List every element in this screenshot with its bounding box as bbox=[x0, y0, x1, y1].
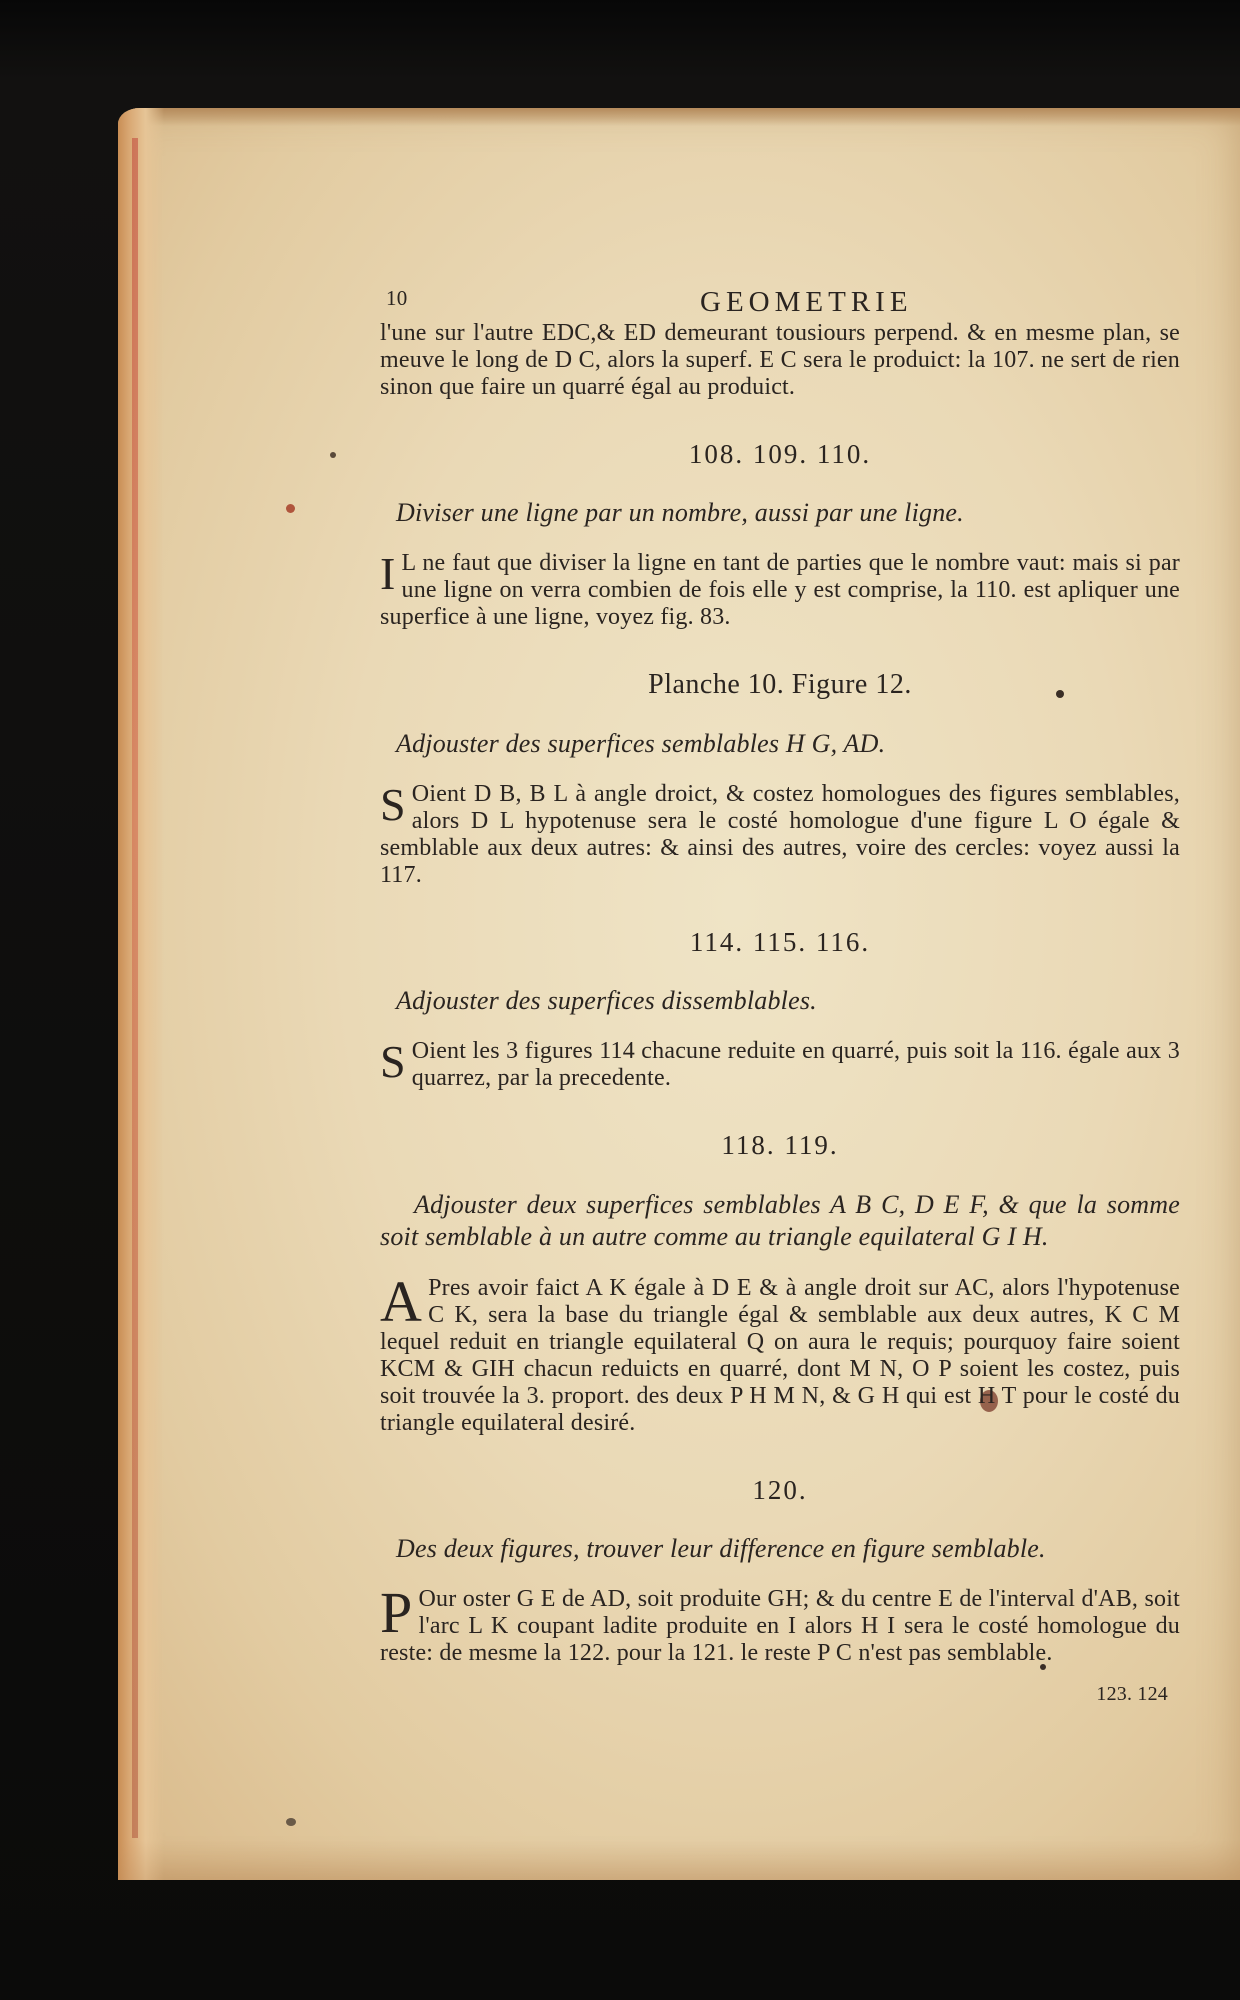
ink-speck bbox=[286, 1818, 296, 1826]
page-red-edge bbox=[132, 138, 138, 1838]
page-gutter-edge bbox=[118, 108, 164, 1880]
paragraph-text: Pres avoir faict A K égale à D E & à angle droit sur AC, alors l'hypotenuse C K, sera la base du triangle égal & semblable aux deux autres, K C M lequel reduit en triangle equilateral Q on aura le requis; pourquoy faire soient KCM & GIH chacun reduicts en quarré, dont M N, O P soient les costez, puis soit trouvée la 3. proport. des deux P H M N, & G H qui est H T pour le costé du triangle equilateral desiré. bbox=[380, 1275, 1180, 1436]
section-paragraph bbox=[380, 1038, 1180, 1092]
continued-paragraph: l'une sur l'autre EDC,& ED demeurant tousiours perpend. & en mesme plan, se meuve le long de D C, alors la superf. E C sera le produict: la 107. ne sert de rien sinon que faire un quarré égal au produict. bbox=[380, 320, 1180, 400]
stain-dot bbox=[286, 504, 295, 513]
section-rubric: Adjouster deux superfices semblables A B C, D E F, & que la somme soit semblable à un autre comme au triangle equilateral G I H. bbox=[380, 1190, 1180, 1251]
plate-figure-heading: Planche 10. Figure 12. bbox=[648, 669, 912, 700]
drop-capital: P bbox=[380, 1580, 413, 1645]
running-head bbox=[380, 286, 1180, 320]
paragraph-text: Our oster G E de AD, soit produite GH; & du centre E de l'interval d'AB, soit l'arc L K coupant ladite produite en I alors H I sera le costé homologue du reste: de mesme la 122. pour la 121. le reste P C n'est pas semblable. bbox=[380, 1586, 1180, 1666]
section-rubric: Diviser une ligne par un nombre, aussi par une ligne. bbox=[396, 498, 964, 527]
section-paragraph bbox=[380, 1269, 1180, 1437]
drop-capital: A bbox=[380, 1269, 423, 1334]
page-number: 10 bbox=[386, 286, 408, 310]
drop-capital: S bbox=[380, 779, 406, 830]
proposition-numbers: 118. 119. bbox=[721, 1130, 839, 1160]
paragraph-text: Oient D B, B L à angle droict, & costez homologues des figures semblables, alors D L hypotenuse sera le costé homologue d'une figure L O égale & semblable aux deux autres: & ainsi des autres, voire des cercles: voyez aussi la 117. bbox=[380, 781, 1180, 888]
section-rubric: Des deux figures, trouver leur difference en figure semblable. bbox=[396, 1534, 1046, 1563]
section-paragraph bbox=[380, 781, 1180, 889]
drop-capital: I bbox=[380, 548, 396, 599]
section-paragraph bbox=[380, 550, 1180, 631]
catchword: 123. 124 bbox=[1096, 1683, 1168, 1705]
paragraph-text: L ne faut que diviser la ligne en tant de parties que le nombre vaut: mais si par une ligne on verra combien de fois elle y est comprise, la 110. est apliquer une superfice à une ligne, voyez fig. 83. bbox=[380, 550, 1180, 630]
section-paragraph bbox=[380, 1580, 1180, 1667]
section-rubric: Adjouster des superfices dissemblables. bbox=[396, 986, 817, 1015]
proposition-numbers: 120. bbox=[752, 1475, 808, 1505]
drop-capital: S bbox=[380, 1036, 406, 1087]
running-title: GEOMETRIE bbox=[700, 286, 913, 318]
text-block bbox=[380, 286, 1180, 1706]
proposition-numbers: 108. 109. 110. bbox=[688, 439, 872, 469]
paragraph-text: Oient les 3 figures 114 chacune reduite en quarré, puis soit la 116. égale aux 3 quarrez, par la precedente. bbox=[411, 1038, 1180, 1091]
page-top-edge bbox=[118, 108, 1240, 126]
ink-speck bbox=[330, 452, 336, 458]
proposition-numbers: 114. 115. 116. bbox=[689, 927, 871, 957]
page-bottom-shadow bbox=[118, 1840, 1240, 1880]
section-rubric: Adjouster des superfices semblables H G, AD. bbox=[396, 729, 886, 758]
